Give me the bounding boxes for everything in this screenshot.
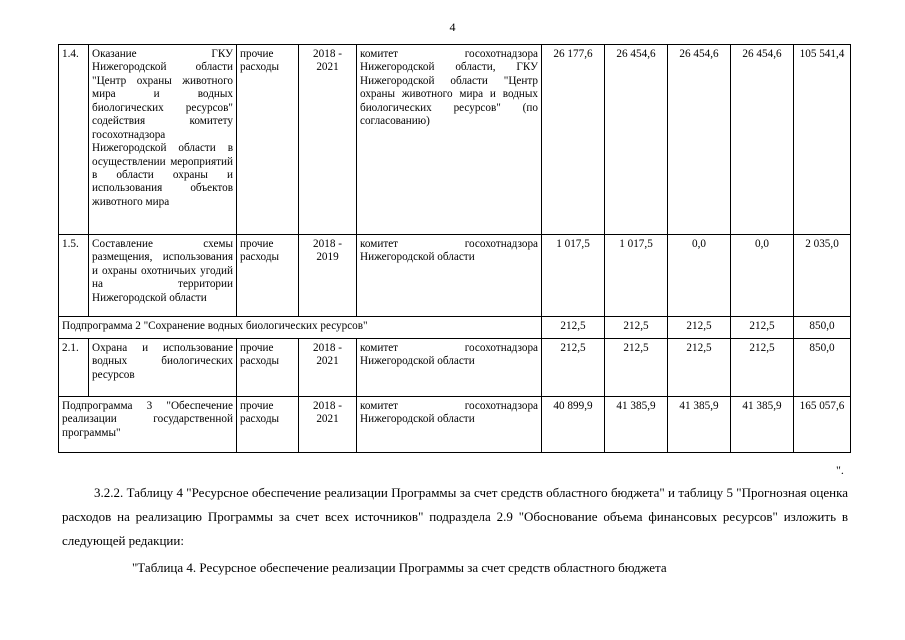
expense-type: прочие расходы: [237, 45, 299, 235]
value-2021: 26 454,6: [731, 45, 794, 235]
table-row-subprogram-3: [59, 397, 851, 453]
value-2020: 26 454,6: [668, 45, 731, 235]
executor: комитет госохотнадзора Нижегородской области: [357, 235, 542, 317]
value-2020: 41 385,9: [668, 397, 731, 453]
row-number: 2.1.: [59, 339, 89, 397]
table-4-heading: "Таблица 4. Ресурсное обеспечение реализации Программы за счет средств областного бюджета: [132, 560, 667, 575]
closing-quote-mark: ".: [836, 463, 844, 477]
executor: комитет госохотнадзора Нижегородской области: [357, 339, 542, 397]
value-total: 105 541,4: [794, 45, 851, 235]
period: 2018 - 2019: [299, 235, 357, 317]
expense-type: прочие расходы: [237, 397, 299, 453]
value-total: 165 057,6: [794, 397, 851, 453]
value-2018: 26 177,6: [542, 45, 605, 235]
value-2019: 212,5: [605, 339, 668, 397]
period: 2018 - 2021: [299, 397, 357, 453]
subprogram-title: Подпрограмма 2 "Сохранение водных биологических ресурсов": [59, 317, 542, 339]
expense-type: прочие расходы: [237, 339, 299, 397]
value-2019: 26 454,6: [605, 45, 668, 235]
subprogram-title: Подпрограмма 3 "Обеспечение реализации государственной программы": [59, 397, 237, 453]
value-2020: 0,0: [668, 235, 731, 317]
value-2021: 41 385,9: [731, 397, 794, 453]
activity-name: Оказание ГКУ Нижегородской области "Центр охраны животного мира и водных биологических ресурсов" содействия комитету госохотнадзора Нижегородской области в осуществлении мероприятий в области охраны и использования объектов животного мира: [89, 45, 237, 235]
value-2021: 0,0: [731, 235, 794, 317]
value-2018: 40 899,9: [542, 397, 605, 453]
table-row-1-5: [59, 235, 851, 317]
value-total: 850,0: [794, 339, 851, 397]
executor: комитет госохотнадзора Нижегородской области, ГКУ Нижегородской области "Центр охраны животного мира и водных биологических ресурсов" (по согласованию): [357, 45, 542, 235]
row-number: 1.5.: [59, 235, 89, 317]
value-2021: 212,5: [731, 339, 794, 397]
value-2019: 212,5: [605, 317, 668, 339]
value-2018: 212,5: [542, 317, 605, 339]
table-row-2-1: [59, 339, 851, 397]
executor: комитет госохотнадзора Нижегородской области: [357, 397, 542, 453]
amendment-paragraph: 3.2.2. Таблицу 4 "Ресурсное обеспечение реализации Программы за счет средств областного бюджета" и таблицу 5 "Прогнозная оценка расходов на реализацию Программы за счет всех источников" подраздела 2.9 "Обоснование объема финансовых ресурсов" изложить в следующей редакции:: [62, 485, 848, 548]
expense-type: прочие расходы: [237, 235, 299, 317]
table-row-1-4: [59, 45, 851, 235]
page-number: 4: [449, 20, 456, 34]
resource-table: [58, 44, 851, 453]
activity-name: Охрана и использование водных биологических ресурсов: [89, 339, 237, 397]
value-2020: 212,5: [668, 317, 731, 339]
row-number: 1.4.: [59, 45, 89, 235]
table-row-subprogram-2: [59, 317, 851, 339]
value-2021: 212,5: [731, 317, 794, 339]
period: 2018 - 2021: [299, 339, 357, 397]
value-2020: 212,5: [668, 339, 731, 397]
value-total: 850,0: [794, 317, 851, 339]
value-total: 2 035,0: [794, 235, 851, 317]
activity-name: Составление схемы размещения, использования и охраны охотничьих угодий на территории Нижегородской области: [89, 235, 237, 317]
period: 2018 - 2021: [299, 45, 357, 235]
value-2018: 212,5: [542, 339, 605, 397]
value-2019: 1 017,5: [605, 235, 668, 317]
value-2018: 1 017,5: [542, 235, 605, 317]
value-2019: 41 385,9: [605, 397, 668, 453]
